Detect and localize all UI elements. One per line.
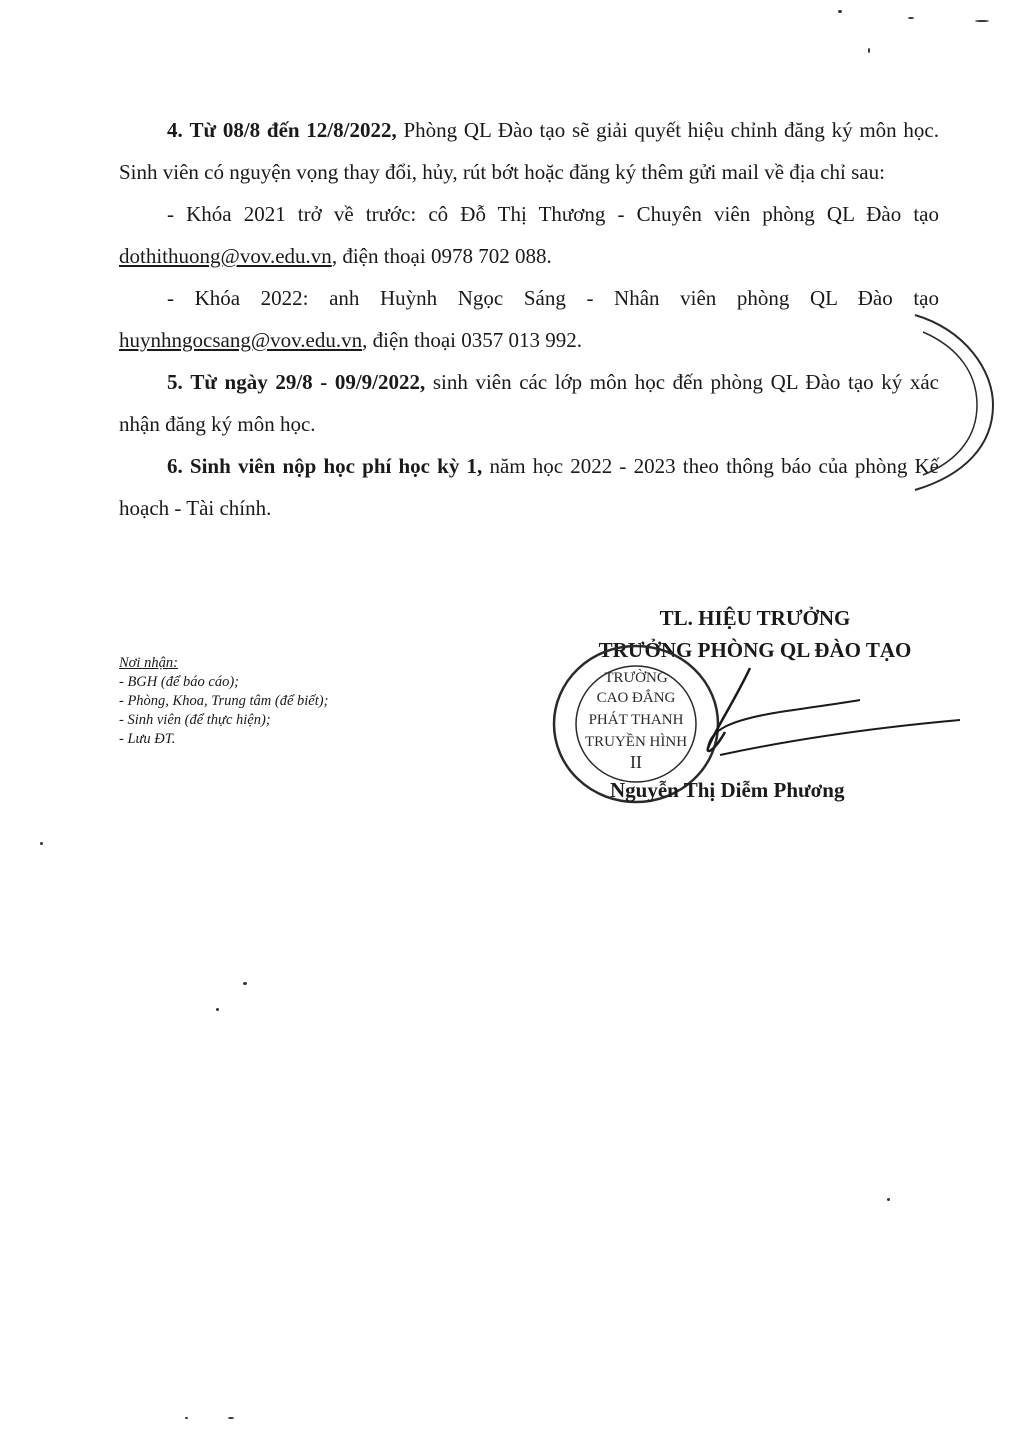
seal-text-line2: CAO ĐẲNG [596, 690, 676, 706]
contact-2022-phone: , điện thoại 0357 013 992. [362, 328, 583, 352]
paragraph-6-text: năm học 2022 - 2023 theo thông báo của phòng Kế hoạch - Tài chính. [119, 454, 940, 520]
recipients-title: Nơi nhận: [119, 655, 178, 671]
recipient-item: - Lưu ĐT. [119, 731, 176, 747]
paragraph-4 [119, 109, 939, 193]
handwritten-signature [670, 660, 970, 770]
scan-speck [975, 20, 989, 22]
recipient-item: - Phòng, Khoa, Trung tâm (để biết); [119, 693, 329, 709]
scan-speck [40, 842, 43, 845]
paragraph-4-text: Phòng QL Đào tạo sẽ giải quyết hiệu chỉnh đăng ký môn học. Sinh viên có nguyện vọng thay đổi, hủy, rút bớt hoặc đăng ký thêm gửi mail về địa chỉ sau: [119, 118, 939, 184]
seal-text-line4: TRUYỀN HÌNH [584, 734, 688, 750]
scan-speck [887, 1198, 890, 1201]
signature-title-line2: TRƯỞNG PHÒNG QL ĐÀO TẠO [598, 638, 912, 662]
paragraph-5-number: 5. [167, 370, 183, 394]
paragraph-6-heading: Sinh viên nộp học phí học kỳ 1, [189, 454, 483, 478]
paragraph-5 [119, 361, 939, 445]
seal-text-line1: TRƯỜNG [604, 670, 668, 686]
paragraph-4-number: 4. [167, 118, 183, 142]
contact-line-2021 [119, 193, 939, 277]
scan-speck [216, 1008, 219, 1011]
scan-speck [838, 10, 842, 13]
seal-text-line5: II [630, 752, 642, 772]
signer-name: Nguyễn Thị Diễm Phương [610, 778, 845, 802]
scan-speck [228, 1417, 234, 1419]
seal-text-line3: PHÁT THANH [588, 712, 684, 728]
signature-title-line1: TL. HIỆU TRƯỞNG [659, 606, 851, 630]
scan-speck [908, 17, 914, 19]
recipient-item: - Sinh viên (để thực hiện); [119, 712, 271, 728]
scan-speck [243, 982, 247, 985]
paragraph-5-date: Từ ngày 29/8 - 09/9/2022, [190, 370, 426, 394]
paragraph-4-date: Từ 08/8 đến 12/8/2022, [189, 118, 397, 142]
partial-seal-stamp [905, 310, 1000, 495]
recipient-item: - BGH (để báo cáo); [119, 674, 239, 690]
recipients-block [119, 654, 328, 749]
contact-2021-text: - Khóa 2021 trở về trước: cô Đỗ Thị Thương - Chuyên viên phòng QL Đào tạo [167, 202, 939, 226]
scan-speck [868, 48, 870, 53]
document-body [119, 109, 939, 529]
paragraph-5-text: sinh viên các lớp môn học đến phòng QL Đào tạo ký xác nhận đăng ký môn học. [119, 370, 939, 436]
paragraph-6 [119, 445, 939, 529]
paragraph-6-number: 6. [167, 454, 183, 478]
contact-2022-text: - Khóa 2022: anh Huỳnh Ngọc Sáng - Nhân viên phòng QL Đào tạo [167, 286, 939, 310]
email-link-dothithuong[interactable]: dothithuong@vov.edu.vn [119, 244, 332, 268]
scan-speck [185, 1417, 188, 1419]
email-link-huynhngocsang[interactable]: huynhngocsang@vov.edu.vn [119, 328, 363, 352]
contact-2021-phone: , điện thoại 0978 702 088. [331, 244, 552, 268]
contact-line-2022 [119, 277, 939, 361]
